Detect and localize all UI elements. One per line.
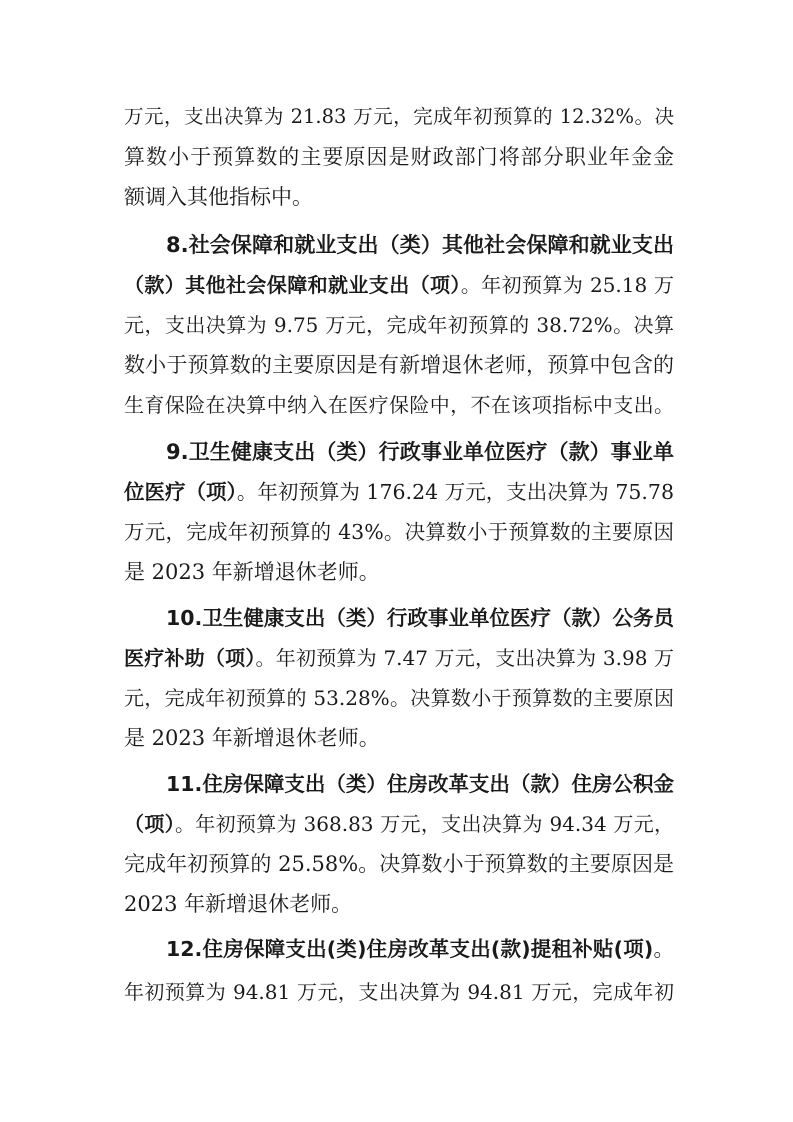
line-text: 是 2023 年新增退休老师。 — [124, 560, 380, 584]
text-line — [124, 472, 674, 512]
line-text: 额调入其他指标中。 — [124, 185, 313, 209]
line-text: 2023 年新增退休老师。 — [124, 892, 353, 916]
item-heading-line — [166, 432, 674, 472]
line-text: 生育保险在决算中纳入在医疗保险中，不在该项指标中支出。 — [124, 393, 674, 417]
item-heading: 位医疗（项） — [124, 480, 237, 504]
item-heading: 医疗补助（项） — [124, 646, 256, 670]
item-heading-line — [166, 764, 674, 804]
text-line — [124, 265, 674, 305]
line-text: 。年初预算为 7.47 万元，支出决算为 3.98 万 — [255, 646, 674, 670]
text-line — [124, 972, 674, 1012]
line-text: 元，完成年初预算的 53.28%。决算数小于预算数的主要原因 — [124, 686, 674, 710]
line-text: 算数小于预算数的主要原因是财政部门将部分职业年金金 — [124, 145, 674, 169]
line-text: 元，支出决算为 9.75 万元，完成年初预算的 38.72%。决算 — [124, 313, 674, 337]
line-text: 是 2023 年新增退休老师。 — [124, 726, 380, 750]
line-text: 数小于预算数的主要原因是有新增退休老师，预算中包含的 — [124, 353, 674, 377]
line-text: 年初预算为 94.81 万元，支出决算为 94.81 万元，完成年初 — [124, 980, 674, 1004]
line-text: 。年初预算为 368.83 万元，支出决算为 94.34 万元， — [174, 812, 675, 836]
line-text: 。年初预算为 176.24 万元，支出决算为 75.78 — [236, 480, 675, 504]
text-line — [124, 97, 674, 137]
text-line — [124, 345, 674, 385]
text-line — [124, 512, 674, 552]
text-line — [124, 884, 674, 924]
item-heading: 12.住房保障支出(类)住房改革支出(款)提租补贴(项) — [166, 937, 654, 961]
text-line — [124, 137, 674, 177]
item-heading: 9.卫生健康支出（类）行政事业单位医疗（款）事业单 — [166, 440, 674, 464]
item-heading: （款）其他社会保障和就业支出（项） — [124, 273, 461, 297]
line-text: 万元，完成年初预算的 43%。决算数小于预算数的主要原因 — [124, 520, 674, 544]
line-text: 。年初预算为 25.18 万 — [460, 273, 674, 297]
text-line — [124, 718, 674, 758]
line-text: 万元，支出决算为 21.83 万元，完成年初预算的 12.32%。决 — [124, 105, 674, 128]
item-heading-line — [166, 929, 674, 969]
text-line — [124, 804, 674, 844]
item-heading: 8.社会保障和就业支出（类）其他社会保障和就业支出 — [166, 233, 674, 257]
item-heading-line — [166, 225, 674, 265]
line-text: 完成年初预算的 25.58%。决算数小于预算数的主要原因是 — [124, 852, 674, 876]
text-line — [124, 177, 674, 217]
text-line — [124, 844, 674, 884]
line-text: 。 — [653, 937, 675, 961]
item-heading: （项） — [124, 812, 175, 836]
text-line — [124, 678, 674, 718]
item-heading-line — [166, 598, 674, 638]
text-line — [124, 638, 674, 678]
item-heading: 11.住房保障支出（类）住房改革支出（款）住房公积金 — [166, 772, 674, 796]
text-line — [124, 552, 674, 592]
item-heading: 10.卫生健康支出（类）行政事业单位医疗（款）公务员 — [166, 606, 674, 630]
text-line — [124, 305, 674, 345]
text-line — [124, 385, 674, 425]
